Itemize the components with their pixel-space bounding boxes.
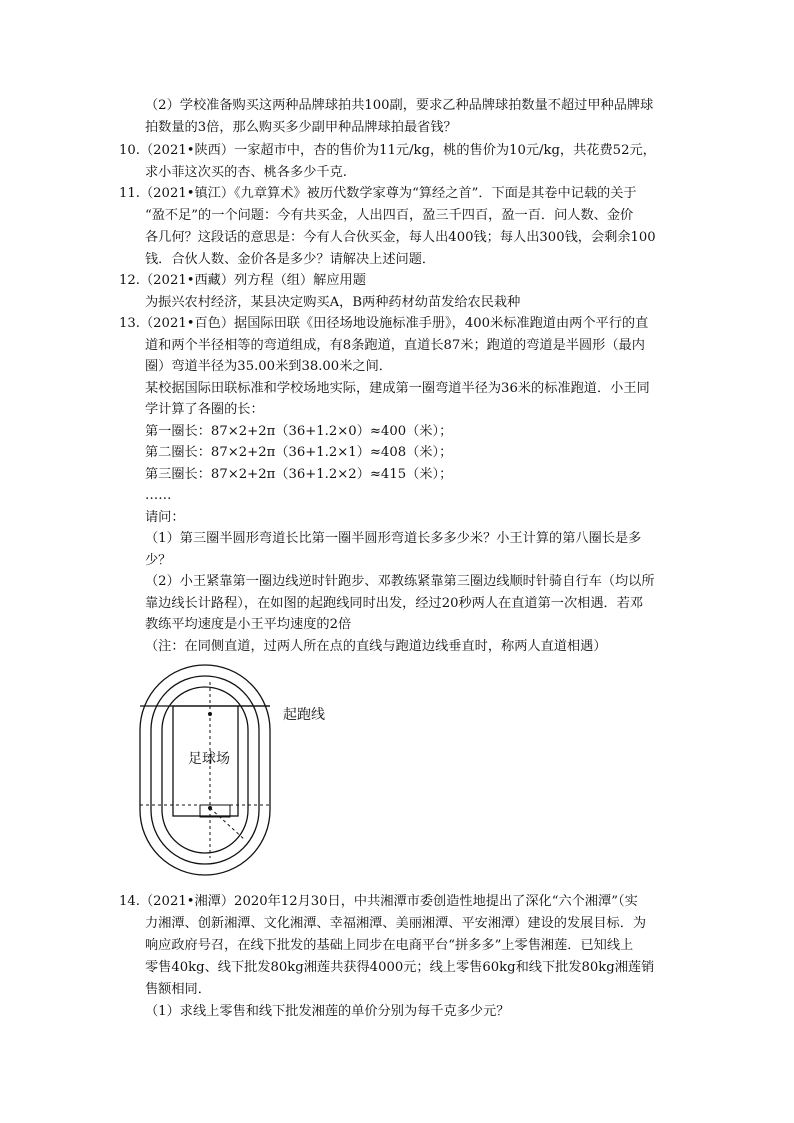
q13-part2-line3: 教练平均速度是小王平均速度的2倍 [145, 617, 352, 632]
q13-line1: 13.（2021•百色）据国际田联《田径场地设施标准手册》，400米标准跑道由两个平行的直 [119, 316, 649, 331]
center-point-top [208, 712, 212, 716]
q13-line3: 圈）弯道半径为35.00米到38.00米之间． [145, 359, 392, 374]
q14-line2: 力湘潭、创新湘潭、文化湘潭、幸福湘潭、美丽湘潭、平安湘潭）建设的发展目标．为 [145, 916, 647, 931]
q13-ask: 请问： [145, 510, 185, 525]
q9-part2-line2: 拍数量的3倍，那么购买多少副甲种品牌球拍最省钱？ [145, 120, 457, 135]
soccer-field-label: 足球场 [188, 751, 230, 767]
q13-lap1: 第一圈长：87×2+2π（36+1.2×0）≈400（米）； [145, 424, 453, 439]
q14-line4: 零售40kg、线下批发80kg湘莲共获得4000元；线上零售60kg和线下批发80kg湘莲销 [145, 960, 655, 975]
running-track-figure [130, 660, 350, 885]
q13-part1-line2: 少？ [145, 553, 172, 568]
q11-line3: 各几何？这段话的意思是：今有人合伙买金，每人出400钱；每人出300钱，会剩余100 [145, 230, 656, 245]
q13-part1-line1: （1）第三圈半圆形弯道长比第一圈半圆形弯道长多多少米？小王计算的第八圈长是多 [145, 531, 642, 546]
q13-lap3: 第三圈长：87×2+2π（36+1.2×2）≈415（米）； [145, 467, 453, 482]
q13-note: （注：在同侧直道，过两人所在点的直线与跑道边线垂直时，称两人直道相遇） [145, 639, 607, 654]
q9-part2-line1: （2）学校准备购买这两种品牌球拍共100副，要求乙种品牌球拍数量不超过甲种品牌球 [145, 98, 654, 113]
q14-part1: （1）求线上零售和线下批发湘莲的单价分别为每千克多少元？ [145, 1004, 510, 1019]
q10-line1: 10.（2021•陕西）一家超市中，杏的售价为11元/kg，桃的售价为10元/kg，共花费52元， [119, 143, 656, 158]
q14-line5: 售额相同． [145, 982, 211, 997]
q13-line2: 道和两个半径相等的弯道组成，有8条跑道，直道长87米；跑道的弯道是半圆形（最内 [145, 338, 645, 353]
q11-line4: 钱．合伙人数、金价各是多少？请解决上述问题． [145, 252, 436, 267]
track-middle-lane [151, 676, 259, 864]
q13-line4: 某校据国际田联标准和学校场地实际，建成第一圈弯道半径为36米的标准跑道．小王同 [145, 381, 650, 396]
q12-line1: 12.（2021•西藏）列方程（组）解应用题 [119, 273, 366, 288]
q11-line2: “盈不足”的一个问题：今有共买金，人出四百，盈三千四百，盈一百．问人数、金价 [145, 208, 634, 223]
q11-line1: 11.（2021•镇江）《九章算术》被历代数学家尊为“算经之首”．下面是其卷中记载的关于 [119, 186, 637, 201]
track-inner-lane [162, 687, 248, 853]
q14-line3: 响应政府号召，在线下批发的基础上同步在电商平台“拼多多”上零售湘莲．已知线上 [145, 938, 634, 953]
q14-line1: 14.（2021•湘潭）2020年12月30日，中共湘潭市委创造性地提出了深化“六个湘潭”（实 [119, 894, 638, 909]
q13-part2-line1: （2）小王紧靠第一圈边线逆时针跑步、邓教练紧靠第三圈边线顺时针骑自行车（均以所 [145, 574, 655, 589]
q13-lap2: 第二圈长：87×2+2π（36+1.2×1）≈408（米）； [145, 445, 453, 460]
start-line-label: 起跑线 [283, 707, 325, 723]
q13-ellipsis: …… [145, 488, 172, 503]
q13-part2-line2: 靠边线长计路程），在如图的起跑线同时出发，经过20秒两人在直道第一次相遇．若邓 [145, 596, 644, 611]
q13-line5: 学计算了各圈的长： [145, 402, 264, 417]
goal-box [200, 805, 230, 817]
q10-line2: 求小菲这次买的杏、桃各多少千克. [145, 165, 348, 180]
q12-line2: 为振兴农村经济，某县决定购买A，B两种药材幼苗发给农民栽种 [145, 295, 521, 310]
track-outer-lane [140, 665, 270, 875]
